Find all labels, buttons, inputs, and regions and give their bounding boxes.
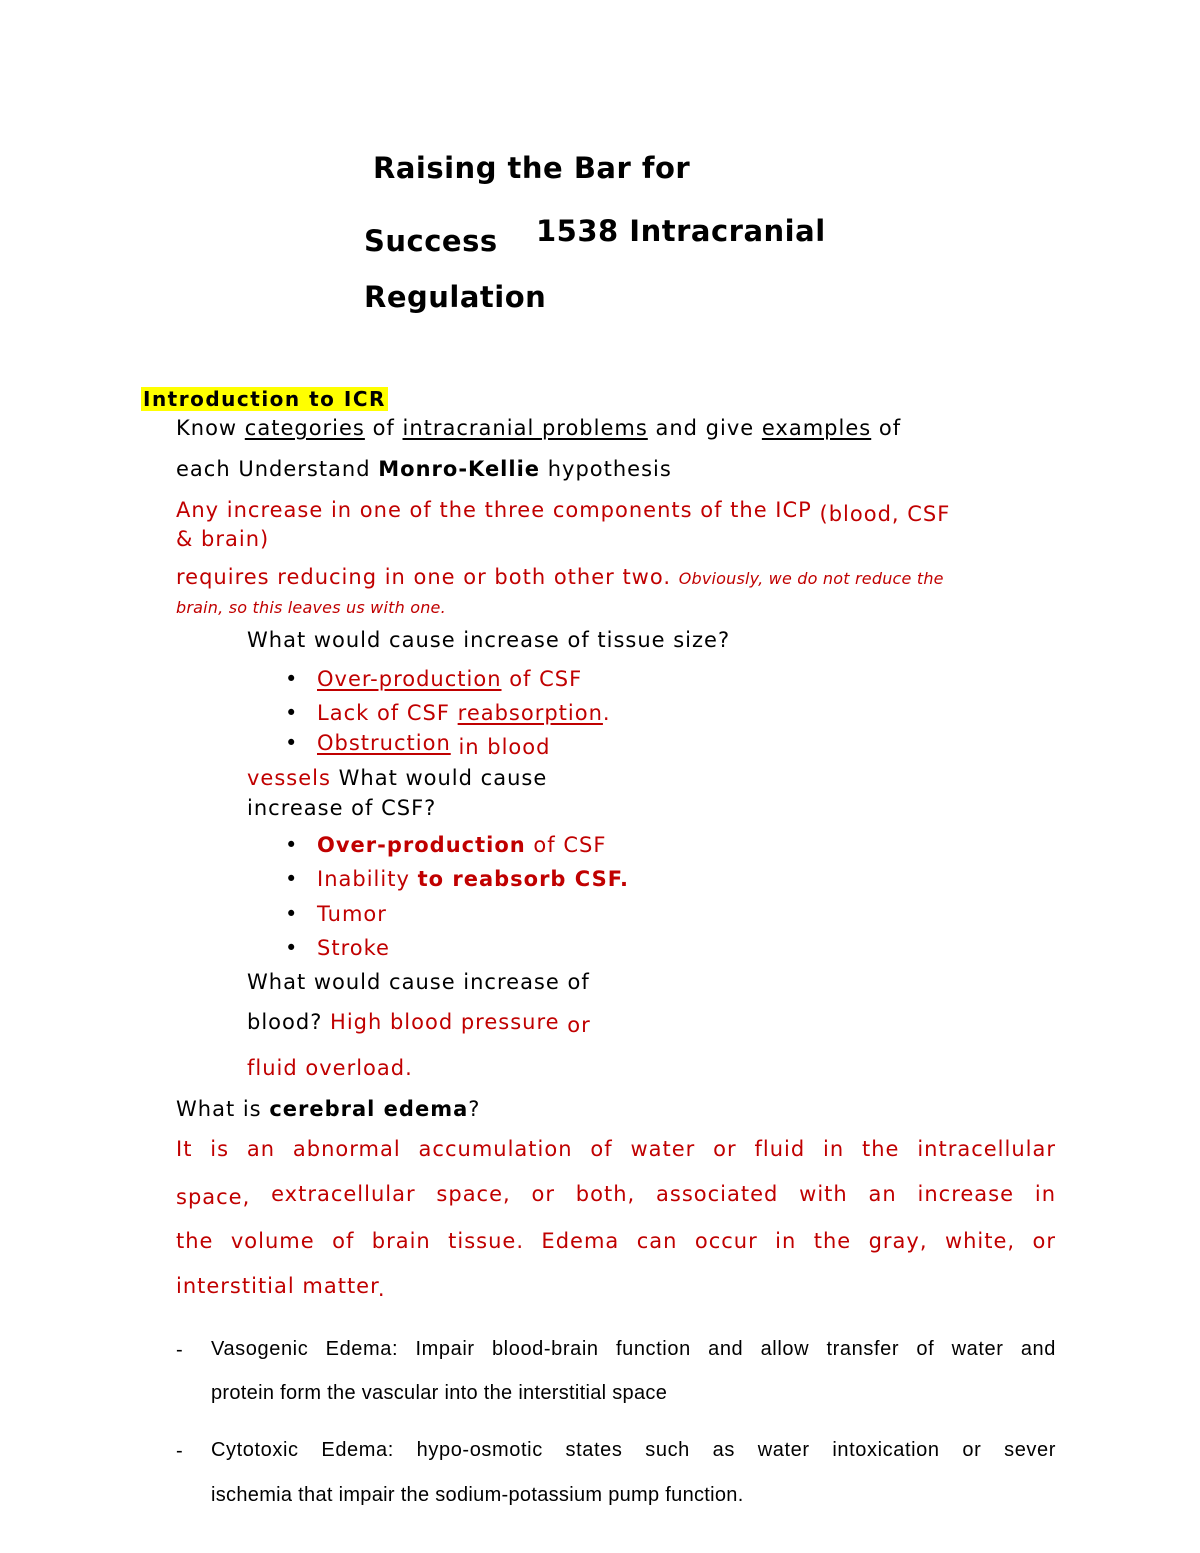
list-item: • Obstruction in blood bbox=[285, 731, 551, 759]
monro-kellie-line: each Understand Monro-Kellie hypothesis bbox=[176, 457, 672, 481]
section-heading-intro: Introduction to ICR bbox=[143, 387, 386, 411]
edema-definition-line-4: interstitial matter. bbox=[176, 1274, 386, 1301]
cytotoxic-line-1: Cytotoxic Edema: hypo-osmotic states such as water intoxication or sever bbox=[211, 1439, 1056, 1461]
title-line-1: Raising the Bar for bbox=[373, 151, 691, 185]
icp-explanation-line-1: Any increase in one of the three components of the ICP (blood, CSF bbox=[176, 498, 951, 526]
list-item: • Lack of CSF reabsorption. bbox=[285, 701, 611, 725]
edema-definition-line-3: the volume of brain tissue. Edema can occur in the gray, white, or bbox=[176, 1229, 1056, 1253]
edema-definition-line-2: space, extracellular space, or both, associated with an increase in bbox=[176, 1182, 1056, 1209]
vasogenic-line-1: Vasogenic Edema: Impair blood-brain function and allow transfer of water and bbox=[211, 1338, 1056, 1360]
csf-question: increase of CSF? bbox=[247, 796, 437, 820]
blood-answer-line-2: fluid overload. bbox=[247, 1056, 413, 1080]
icp-explanation-line-4: brain, so this leaves us with one. bbox=[176, 598, 446, 617]
vasogenic-line-2: protein form the vascular into the interstitial space bbox=[211, 1382, 668, 1404]
blood-answer-line: blood? High blood pressure or bbox=[247, 1010, 591, 1037]
list-item: • Stroke bbox=[285, 936, 390, 960]
icp-explanation-line-3: requires reducing in one or both other two. Obviously, we do not reduce the bbox=[176, 565, 944, 589]
icp-explanation-line-2: & brain) bbox=[176, 527, 270, 551]
list-item: • Over-production of CSF bbox=[285, 833, 607, 857]
vessels-line: vessels What would cause bbox=[247, 766, 548, 790]
dash-marker: - bbox=[176, 1339, 183, 1361]
list-item: • Over-production of CSF bbox=[285, 667, 583, 691]
edema-definition-line-1: It is an abnormal accumulation of water or fluid in the intracellular bbox=[176, 1137, 1056, 1161]
dash-marker: - bbox=[176, 1440, 183, 1462]
title-line-2a: Success bbox=[364, 224, 498, 258]
know-line: Know categories of intracranial problems and give examples of bbox=[176, 416, 902, 440]
list-item: • Inability to reabsorb CSF. bbox=[285, 867, 629, 891]
list-item: • Tumor bbox=[285, 902, 387, 926]
edema-question: What is cerebral edema? bbox=[176, 1097, 481, 1121]
blood-question: What would cause increase of bbox=[247, 970, 590, 994]
title-line-3: Regulation bbox=[364, 280, 547, 314]
title-line-2b: 1538 Intracranial bbox=[536, 214, 826, 248]
cytotoxic-line-2: ischemia that impair the sodium-potassium pump function. bbox=[211, 1484, 744, 1506]
tissue-size-question: What would cause increase of tissue size? bbox=[247, 628, 731, 652]
